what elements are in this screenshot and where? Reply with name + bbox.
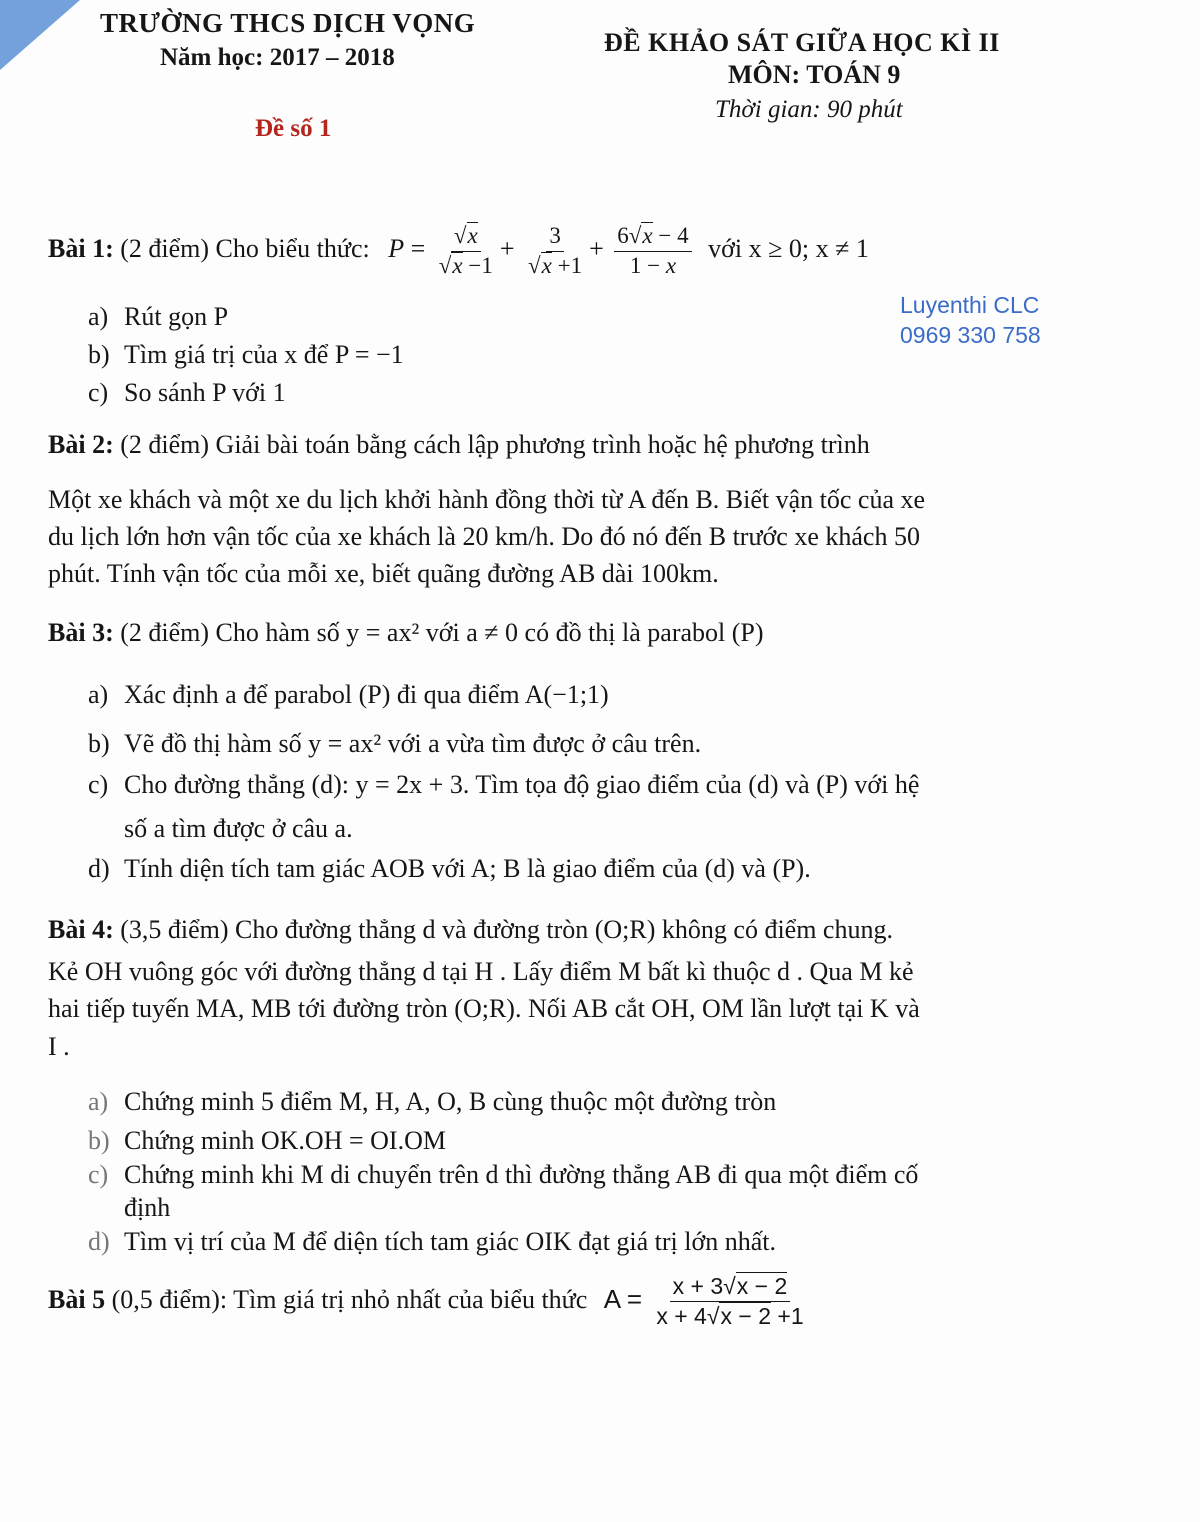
exam-title: ĐỀ KHẢO SÁT GIỮA HỌC KÌ II [604, 28, 1000, 57]
bai3-item-b: b) Vẽ đồ thị hàm số y = ax² với a vừa tìm được ở câu trên. [88, 729, 702, 758]
bai4-item-d: d) Tìm vị trí của M để diện tích tam giác OIK đạt giá trị lớn nhất. [88, 1227, 777, 1256]
watermark-phone: 0969 330 758 [900, 322, 1041, 348]
bai5-label: Bài 5 [48, 1285, 106, 1315]
bai1-item-a: a) Rút gọn P [88, 302, 229, 331]
exam-number: Đề số 1 [255, 115, 332, 142]
bai4-text-line: I . [48, 1032, 70, 1061]
bai4-item-a: a) Chứng minh 5 điểm M, H, A, O, B cùng thuộc một đường tròn [88, 1087, 777, 1116]
bai1-intro: (2 điểm) Cho biểu thức: [120, 234, 370, 264]
bai5-intro: (0,5 điểm): Tìm giá trị nhỏ nhất của biểu thức [111, 1285, 588, 1315]
bai3-heading [48, 618, 764, 648]
bai5-expression: A = $\frac{x + 3√x - 2}{x + 4√x - 2 +1}$ [603, 1273, 804, 1329]
bai3-item-c: c) Cho đường thẳng (d): y = 2x + 3. Tìm tọa độ giao điểm của (d) và (P) với hệ [88, 770, 920, 799]
bai3-item-c-continued: số a tìm được ở câu a. [124, 814, 353, 843]
bai2-text-line: Một xe khách và một xe du lịch khởi hành đồng thời từ A đến B. Biết vận tốc của xe [48, 485, 926, 514]
bai1-heading [48, 222, 869, 281]
bai5-heading [48, 1272, 811, 1331]
bai4-heading [48, 915, 893, 945]
exam-duration: Thời gian: 90 phút [715, 96, 903, 123]
bai4-label: Bài 4: [48, 915, 114, 944]
bai3-intro: (2 điểm) Cho hàm số y = ax² với a ≠ 0 có đồ thị là parabol (P) [120, 618, 764, 647]
bai2-label: Bài 2: [48, 430, 114, 459]
bai3-item-d: d) Tính diện tích tam giác AOB với A; B là giao điểm của (d) và (P). [88, 854, 811, 883]
school-name: TRƯỜNG THCS DỊCH VỌNG [100, 8, 476, 38]
corner-fold-decoration [0, 0, 80, 70]
school-year: Năm học: 2017 – 2018 [160, 44, 395, 71]
bai4-intro: (3,5 điểm) Cho đường thẳng d và đường tròn (O;R) không có điểm chung. [120, 915, 893, 944]
bai2-intro: (2 điểm) Giải bài toán bằng cách lập phương trình hoặc hệ phương trình [120, 430, 870, 459]
bai1-item-c: c) So sánh P với 1 [88, 378, 286, 407]
bai4-item-c-continued: định [124, 1193, 171, 1222]
bai4-text-line: Kẻ OH vuông góc với đường thẳng d tại H . Lấy điểm M bất kì thuộc d . Qua M kẻ [48, 957, 914, 986]
bai1-expression: P = $\frac{√x}{√x -1}$ + $\frac{3}{√x +1}$ + $\frac{6√x - 4}{1 - x}$ [388, 234, 702, 263]
bai2-heading [48, 430, 870, 460]
bai3-label: Bài 3: [48, 618, 114, 647]
bai2-text-line: du lịch lớn hơn vận tốc của xe khách là 20 km/h. Do đó nó đến B trước xe khách 50 [48, 522, 920, 551]
bai1-condition: với x ≥ 0; x ≠ 1 [708, 234, 869, 264]
bai4-item-c: c) Chứng minh khi M di chuyển trên d thì đường thẳng AB đi qua một điểm cố [88, 1160, 919, 1189]
bai4-item-b: b) Chứng minh OK.OH = OI.OM [88, 1126, 446, 1155]
bai2-text-line: phút. Tính vận tốc của mỗi xe, biết quãng đường AB dài 100km. [48, 559, 719, 588]
bai1-item-b: b) Tìm giá trị của x để P = −1 [88, 340, 404, 369]
exam-subject: MÔN: TOÁN 9 [728, 60, 901, 89]
bai1-label: Bài 1: [48, 234, 114, 264]
watermark-name: Luyenthi CLC [900, 292, 1040, 318]
bai3-item-a: a) Xác định a để parabol (P) đi qua điểm A(−1;1) [88, 680, 609, 709]
bai4-text-line: hai tiếp tuyến MA, MB tới đường tròn (O;R). Nối AB cắt OH, OM lần lượt tại K và [48, 994, 920, 1023]
